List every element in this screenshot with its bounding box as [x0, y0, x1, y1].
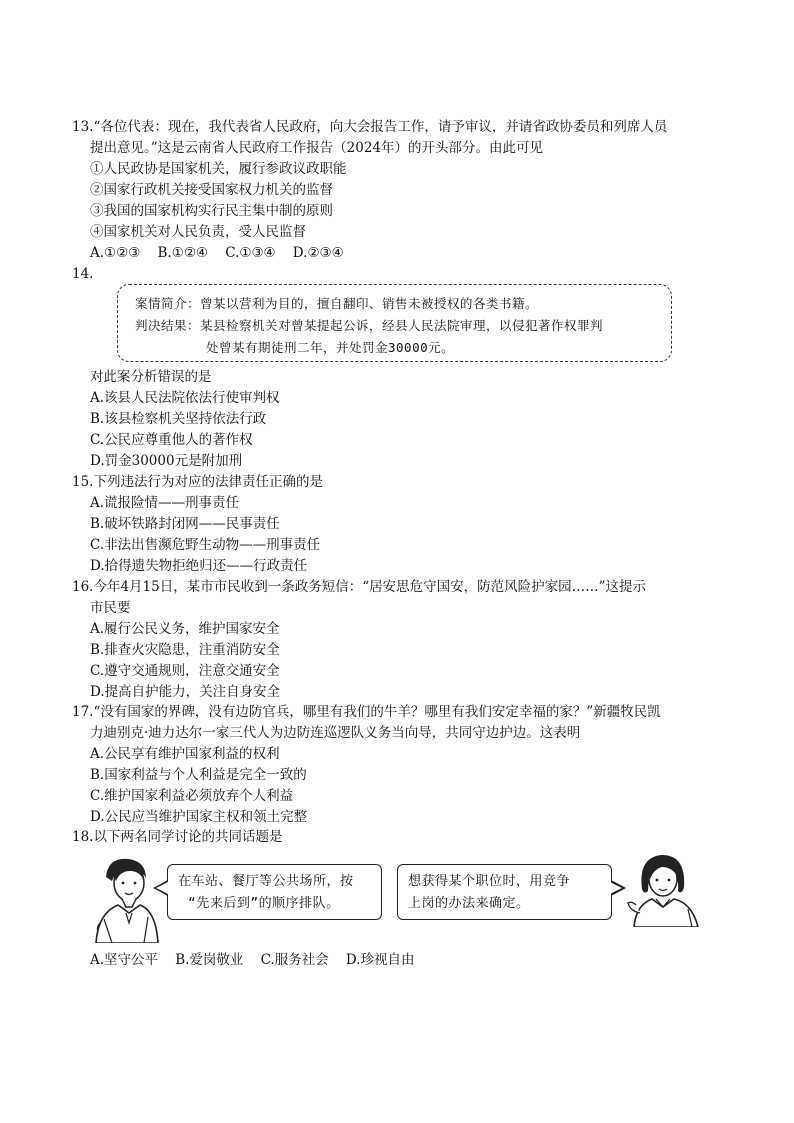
q13-item-3: ③我国的国家机构实行民主集中制的原则 [90, 203, 333, 219]
speech-bubble-left [167, 864, 382, 920]
q14-option-c: C.公民应尊重他人的著作权 [90, 432, 253, 448]
q13-item-2: ②国家行政机关接受国家权力机关的监督 [90, 182, 333, 198]
case-box [117, 284, 672, 362]
q15-option-d: D.拾得遗失物拒绝归还——行政责任 [90, 558, 308, 574]
q16-option-b: B.排查火灾隐患，注重消防安全 [90, 642, 280, 658]
q15-option-b: B.破坏铁路封闭网——民事责任 [90, 516, 280, 532]
q13-item-4: ④国家机关对人民负责，受人民监督 [90, 224, 306, 240]
q14-option-d: D.罚金30000元是附加刑 [90, 453, 243, 469]
q14-option-b: B.该县检察机关坚持依法行政 [90, 411, 267, 427]
boy-illustration [86, 853, 164, 943]
q17-option-a: A.公民享有维护国家利益的权利 [90, 746, 280, 762]
q17-option-d: D.公民应当维护国家主权和领土完整 [90, 809, 308, 825]
q17-stem-line1: 17.“没有国家的界碑，没有边防官兵，哪里有我们的牛羊？哪里有我们安定幸福的家？”新疆牧民凯 [72, 704, 661, 720]
q16-option-a: A.履行公民义务，维护国家安全 [90, 621, 280, 637]
q13-item-1: ①人民政协是国家机关，履行参政议政职能 [90, 161, 347, 177]
bubble-right-line1: 想获得某个职位时，用竞争 [408, 874, 571, 889]
q13-stem-line1: 13.“各位代表：现在，我代表省人民政府，向大会报告工作，请予审议，并请省政协委员和列席人员 [72, 119, 668, 135]
q16-option-c: C.遵守交通规则，注意交通安全 [90, 663, 280, 679]
q16-option-d: D.提高自护能力，关注自身安全 [90, 684, 281, 700]
q18-stem: 18.以下两名同学讨论的共同话题是 [72, 829, 283, 845]
case-intro: 案情简介：曾某以营利为目的，擅自翻印、销售未被授权的各类书籍。 [135, 296, 539, 311]
speech-bubble-right [397, 864, 612, 920]
q16-stem-line1: 16.今年4月15日，某市市民收到一条政务短信：“居安思危守国安，防范风险护家园……”这提示 [72, 579, 647, 595]
q17-stem-line2: 力迪别克·迪力达尔一家三代人为边防连巡逻队义务当向导，共同守边护边。这表明 [90, 725, 581, 741]
bubble-left-line2: “先来后到”的顺序排队。 [188, 896, 340, 911]
bubble-right-line2: 上岗的办法来确定。 [408, 896, 530, 911]
q14-number: 14. [72, 266, 94, 282]
q16-stem-line2: 市民要 [90, 600, 131, 616]
bubble-left-line1: 在车站、餐厅等公共场所，按 [178, 874, 354, 889]
girl-illustration [626, 851, 706, 927]
case-result-line1: 判决结果：某县检察机关对曾某提起公诉，经县人民法院审理，以侵犯著作权罪判 [135, 318, 604, 333]
q13-options: A.①②③ B.①②④ C.①③④ D.②③④ [90, 245, 344, 261]
bubble-right-tail-fill [610, 882, 622, 894]
q15-stem: 15.下列违法行为对应的法律责任正确的是 [72, 474, 323, 490]
q14-stem: 对此案分析错误的是 [90, 369, 212, 385]
q14-option-a: A.该县人民法院依法行使审判权 [90, 390, 280, 406]
q15-option-a: A.谎报险情——刑事责任 [90, 495, 240, 511]
q17-option-b: B.国家利益与个人利益是完全一致的 [90, 767, 307, 783]
q18-options: A.坚守公平 B.爱岗敬业 C.服务社会 D.珍视自由 [90, 952, 415, 968]
q13-stem-line2: 提出意见。”这是云南省人民政府工作报告（2024年）的开头部分。由此可见 [90, 140, 544, 156]
q17-option-c: C.维护国家利益必须放弃个人利益 [90, 788, 294, 804]
case-result-line2: 处曾某有期徒刑二年，并处罚金30000元。 [206, 340, 455, 355]
bubble-left-tail-fill [156, 882, 168, 894]
q15-option-c: C.非法出售濒危野生动物——刑事责任 [90, 537, 321, 553]
